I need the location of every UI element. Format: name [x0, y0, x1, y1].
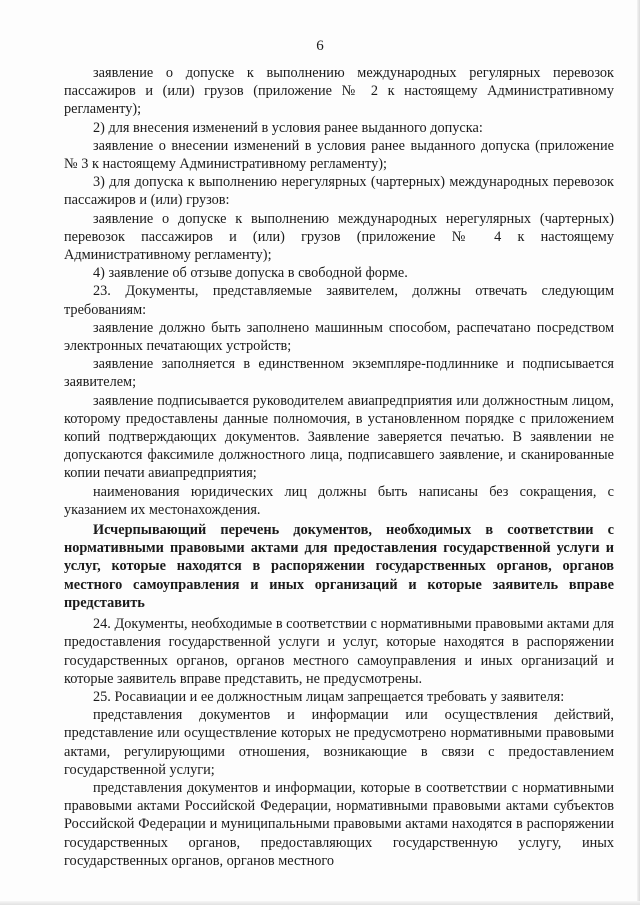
paragraph-requirement-typed: заявление должно быть заполнено машинным способом, распечатано посредством электронных печатающих устройств;: [64, 319, 614, 355]
paragraph-item-4: 4) заявление об отзыве допуска в свободной форме.: [93, 265, 408, 282]
paragraph-application-charter: заявление о допуске к выполнению международных нерегулярных (чартерных) перевозок пассажиров и (или) грузов (приложение № 4 к настоящему Административному регламенту);: [64, 210, 614, 264]
document-body: [64, 64, 614, 870]
paragraph-requirement-single-copy: заявление заполняется в единственном экземпляре-подлиннике и подписывается заявителем;: [64, 356, 614, 391]
paragraph-requirement-names: наименования юридических лиц должны быть написаны без сокращения, с указанием их местонахождения.: [64, 483, 614, 518]
paragraph-clause-25: 25. Росавиации и ее должностным лицам запрещается требовать у заявителя:: [93, 688, 565, 705]
paragraph-application-changes: заявление о внесении изменений в условия ранее выданного допуска (приложение № 3 к настоящему Административному регламенту);: [64, 137, 614, 173]
paragraph-requirement-signature: заявление подписывается руководителем авиапредприятия или должностным лицом, которому предоставлены данные полномочия, в установленном порядке с приложением копий подтверждающих документов. Заявление заверяется печатью. В заявлении не допускаются факсимиле должностного лица, подписавшего заявление, и сканированные копии печати авиапредприятия;: [64, 392, 614, 482]
paragraph-prohibition-1: представления документов и информации или осуществления действий, представление или осуществление которых не предусмотрено нормативными правовыми актами, регулирующими отношения, возникающие в связи с предоставлением государственной услуги;: [64, 707, 614, 778]
paragraph-item-3: 3) для допуска к выполнению нерегулярных (чартерных) международных перевозок пассажиров и (или) грузов:: [64, 174, 614, 209]
page-number: 6: [316, 38, 324, 54]
scan-bottom-edge: [0, 901, 640, 905]
paragraph-item-2: 2) для внесения изменений в условия ранее выданного допуска:: [93, 119, 483, 136]
paragraph-clause-24: 24. Документы, необходимые в соответствии с нормативными правовыми актами для предоставления государственной услуги и услуг, которые находятся в распоряжении государственных органов, органов местного самоуправления и иных организаций и которые заявитель вправе представить, не предусмотрены.: [64, 616, 614, 687]
paragraph-prohibition-2: представления документов и информации, которые в соответствии с нормативными правовыми актами Российской Федерации, нормативными правовыми актами субъектов Российской Федерации и муниципальными правовыми актами находятся в распоряжении государственных органов, предоставляющих государственную услугу, иных государственных органов, органов местного: [64, 779, 614, 869]
paragraph-application-regular: заявление о допуске к выполнению международных регулярных перевозок пассажиров и (или) грузов (приложение № 2 к настоящему Административному регламенту);: [64, 65, 614, 118]
section-heading: Исчерпывающий перечень документов, необходимых в соответствии с нормативными правовыми актами для предоставления государственной услуги и услуг, которые находятся в распоряжении государственных органов, органов местного самоуправления и иных организаций и которые заявитель вправе представить: [64, 522, 614, 611]
paragraph-clause-23: 23. Документы, представляемые заявителем, должны отвечать следующим требованиям:: [64, 283, 614, 318]
